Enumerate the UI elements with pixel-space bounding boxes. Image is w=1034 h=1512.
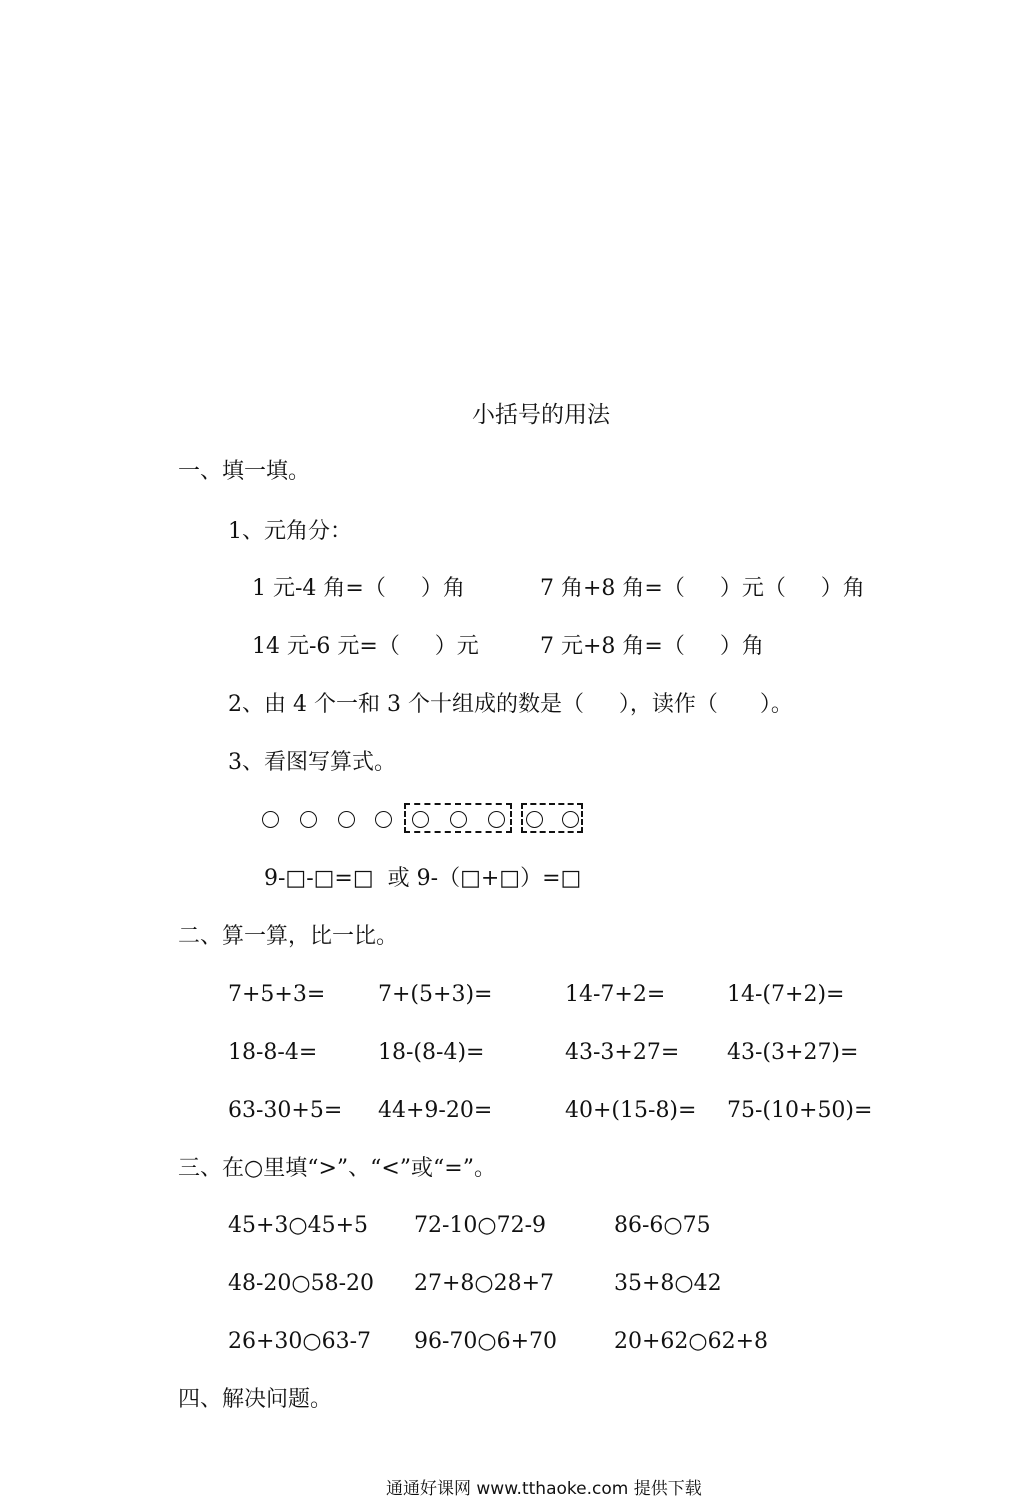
calc-item: 63-30+5=	[228, 1098, 343, 1123]
calc-item: 18-(8-4)=	[378, 1040, 485, 1065]
q1-row1-right: 7 角+8 角=（ ）元（ ）角	[540, 576, 865, 601]
compare-item: 86-6○75	[614, 1213, 711, 1238]
circle-icon	[300, 811, 317, 828]
compare-item: 96-70○6+70	[414, 1329, 558, 1354]
section3-heading: 三、在○里填“>”、“<”或“=”。	[178, 1156, 496, 1181]
footer-credit: 通通好课网 www.tthaoke.com 提供下载	[386, 1479, 702, 1499]
circle-icon	[338, 811, 355, 828]
q1-row2-right: 7 元+8 角=（ ）角	[540, 634, 764, 659]
calc-item: 75-(10+50)=	[727, 1098, 873, 1123]
q1-row1-left: 1 元-4 角=（ ）角	[252, 576, 465, 601]
calc-item: 14-7+2=	[565, 982, 666, 1007]
compare-item: 26+30○63-7	[228, 1329, 372, 1354]
calc-item: 18-8-4=	[228, 1040, 318, 1065]
section4-heading: 四、解决问题。	[178, 1387, 333, 1412]
compare-item: 72-10○72-9	[414, 1213, 547, 1238]
circle-icon	[262, 811, 279, 828]
calc-item: 7+(5+3)=	[378, 982, 493, 1007]
compare-item: 20+62○62+8	[614, 1329, 769, 1354]
calc-item: 43-3+27=	[565, 1040, 680, 1065]
calc-item: 14-(7+2)=	[727, 982, 845, 1007]
q1-label: 1、元角分：	[228, 519, 352, 544]
circle-icon	[412, 811, 429, 828]
compare-item: 45+3○45+5	[228, 1213, 369, 1238]
page-title: 小括号的用法	[472, 402, 610, 428]
circle-icon	[375, 811, 392, 828]
circle-icon	[450, 811, 467, 828]
compare-item: 27+8○28+7	[414, 1271, 555, 1296]
calc-item: 43-(3+27)=	[727, 1040, 859, 1065]
circle-icon	[526, 811, 543, 828]
q1-row2-left: 14 元-6 元=（ ）元	[252, 634, 479, 659]
circle-icon	[562, 811, 579, 828]
section2-heading: 二、算一算，比一比。	[178, 924, 399, 949]
calc-item: 40+(15-8)=	[565, 1098, 697, 1123]
q3-label: 3、看图写算式。	[228, 750, 396, 775]
calc-item: 7+5+3=	[228, 982, 326, 1007]
compare-item: 48-20○58-20	[228, 1271, 375, 1296]
circle-icon	[488, 811, 505, 828]
q2-text: 2、由 4 个一和 3 个十组成的数是（ ），读作（ ）。	[228, 692, 793, 717]
q3-formula: 9-□-□=□ 或 9-（□+□）=□	[264, 866, 582, 891]
compare-item: 35+8○42	[614, 1271, 722, 1296]
section1-heading: 一、填一填。	[178, 459, 311, 484]
calc-item: 44+9-20=	[378, 1098, 493, 1123]
